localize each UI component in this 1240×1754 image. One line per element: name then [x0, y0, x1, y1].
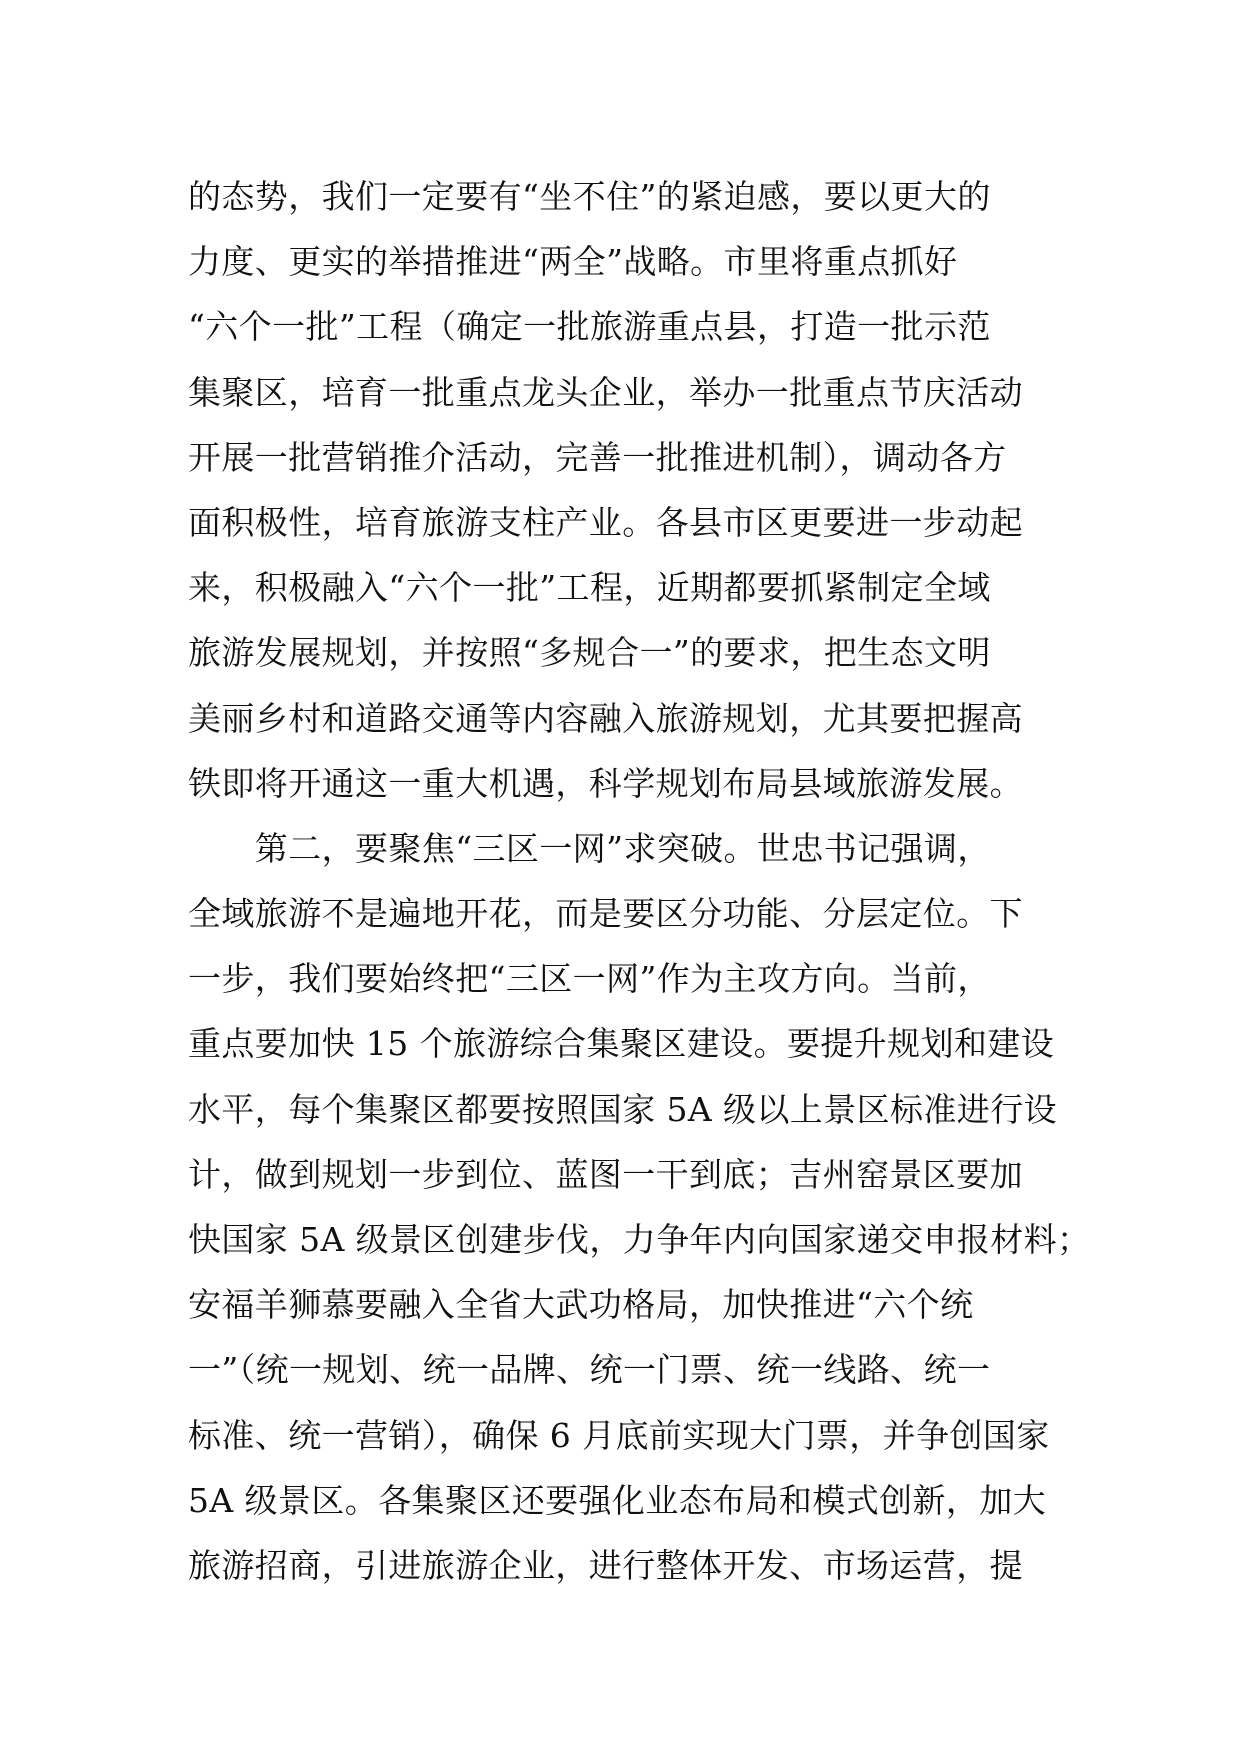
text-line: 力度、更实的举措推进“两全”战略。市里将重点抓好 [188, 242, 958, 282]
text-line: 全域旅游不是遍地开花，而是要区分功能、分层定位。下 [188, 894, 1023, 934]
text-line: 铁即将开通这一重大机遇，科学规划布局县域旅游发展。 [188, 763, 1023, 803]
text-line: 安福羊狮慕要融入全省大武功格局，加快推进“六个统 [188, 1285, 974, 1325]
text-line: 快国家 5A 级景区创建步伐，力争年内向国家递交申报材料； [188, 1220, 1091, 1259]
body-text [188, 164, 1091, 1598]
text-line: 面积极性，培育旅游支柱产业。各县市区更要进一步动起 [188, 502, 1023, 542]
text-line: 开展一批营销推介活动，完善一批推进机制），调动各方 [188, 437, 1007, 477]
paragraph-start-line: 第二，要聚焦“三区一网”求突破。世忠书记强调， [188, 828, 991, 868]
text-line: 5A 级景区。各集聚区还要强化业态布局和模式创新，加大 [188, 1480, 1047, 1520]
text-line: 水平，每个集聚区都要按照国家 5A 级以上景区标准进行设 [188, 1089, 1058, 1129]
text-line: 计，做到规划一步到位、蓝图一干到底；吉州窑景区要加 [188, 1154, 1023, 1194]
text-line: 一步，我们要始终把“三区一网”作为主攻方向。当前， [188, 959, 991, 999]
text-line: 重点要加快 15 个旅游综合集聚区建设。要提升规划和建设 [188, 1024, 1055, 1064]
text-line: 旅游发展规划，并按照“多规合一”的要求，把生态文明 [188, 633, 991, 673]
text-line: “六个一批”工程（确定一批旅游重点县，打造一批示范 [188, 307, 991, 347]
text-line: 来，积极融入“六个一批”工程，近期都要抓紧制定全域 [188, 568, 991, 608]
text-line: 集聚区，培育一批重点龙头企业，举办一批重点节庆活动 [188, 372, 1023, 412]
text-line: 的态势，我们一定要有“坐不住”的紧迫感，要以更大的 [188, 177, 991, 216]
text-line: 美丽乡村和道路交通等内容融入旅游规划，尤其要把握高 [188, 698, 1023, 738]
text-line: 标准、统一营销），确保 6 月底前实现大门票，并争创国家 [188, 1415, 1050, 1455]
text-line: 旅游招商，引进旅游企业，进行整体开发、市场运营，提 [188, 1545, 1023, 1585]
text-line: 一”（统一规划、统一品牌、统一门票、统一线路、统一 [188, 1350, 991, 1390]
